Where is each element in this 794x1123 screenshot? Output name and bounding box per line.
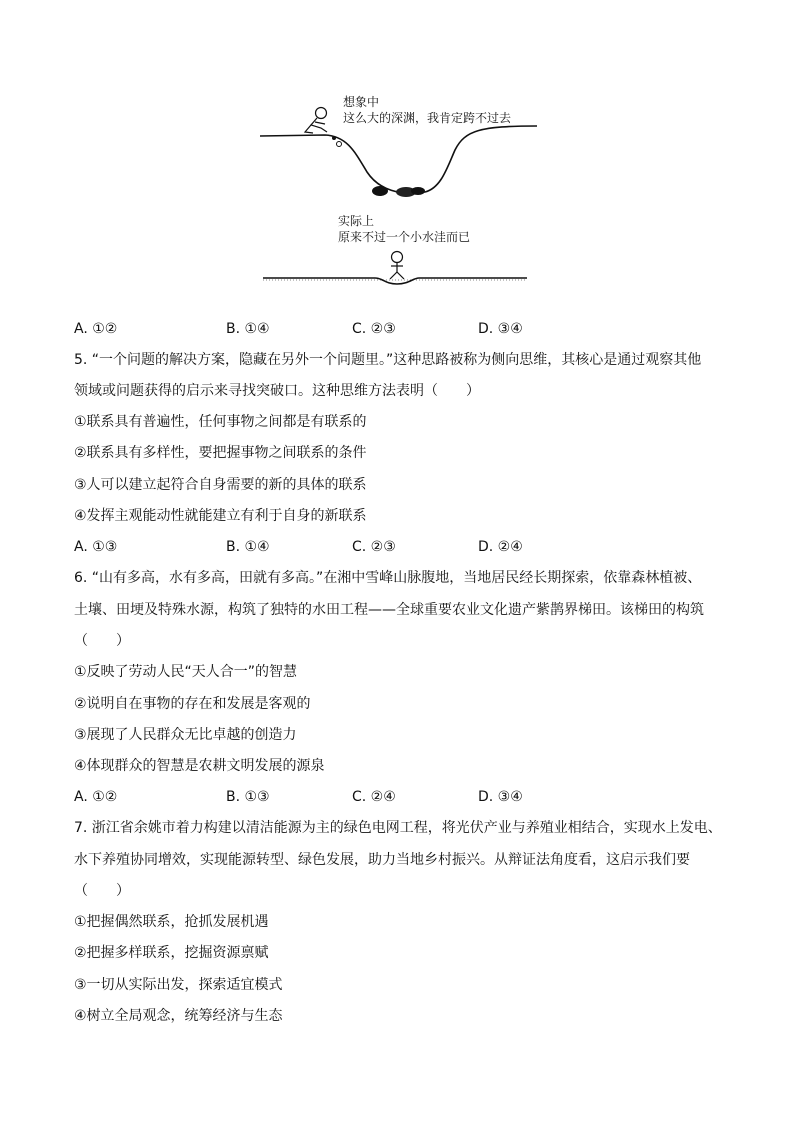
cartoon-figure (255, 92, 540, 297)
q4-options (74, 319, 734, 339)
caption-actual-line1: 实际上 (338, 214, 375, 228)
q5-stem-line1: 5. “一个问题的解决方案，隐藏在另外一个问题里。”这种思路被称为侧向思维，其核心是通过观察其他 (74, 352, 702, 368)
q6-item-3: ③展现了人民群众无比卓越的创造力 (74, 727, 297, 743)
q6-item-1: ①反映了劳动人民“天人合一”的智慧 (74, 664, 298, 680)
rock-shape (411, 187, 425, 195)
q4-option-d[interactable]: D. ③④ (478, 321, 523, 337)
q6-stem-line3: （ ） (74, 633, 130, 649)
q6-options (74, 787, 734, 807)
q7-item-4: ④树立全局观念，统筹经济与生态 (74, 1008, 283, 1024)
gorge-line (260, 126, 537, 193)
q4-option-a[interactable]: A. ①② (74, 321, 118, 337)
rock-shape (372, 186, 388, 196)
q5-option-a[interactable]: A. ①③ (74, 539, 118, 555)
q7-stem-line1: 7. 浙江省余姚市着力构建以清洁能源为主的绿色电网工程，将光伏产业与养殖业相结合，实现水上发电、 (74, 820, 722, 836)
caption-imagined-line2: 这么大的深渊，我肯定跨不过去 (343, 111, 512, 125)
q5-option-c[interactable]: C. ②③ (352, 539, 396, 555)
q7-item-3: ③一切从实际出发，探索适宜模式 (74, 977, 283, 993)
q7-item-1: ①把握偶然联系，抢抓发展机遇 (74, 914, 269, 930)
pebble-shape (332, 136, 336, 140)
q6-item-2: ②说明自在事物的存在和发展是客观的 (74, 696, 311, 712)
caption-imagined-line1: 想象中 (343, 95, 380, 109)
q5-item-1: ①联系具有普遍性，任何事物之间都是有联系的 (74, 414, 367, 430)
q4-option-b[interactable]: B. ①④ (226, 321, 270, 337)
q5-options (74, 537, 734, 557)
q6-stem-line2: 土壤、田埂及特殊水源，构筑了独特的水田工程——全球重要农业文化遗产紫鹊界梯田。该梯田的构筑 (74, 602, 704, 618)
q6-option-b[interactable]: B. ①③ (226, 789, 270, 805)
q5-option-d[interactable]: D. ②④ (478, 539, 523, 555)
q5-option-b[interactable]: B. ①④ (226, 539, 270, 555)
q5-item-4: ④发挥主观能动性就能建立有利于自身的新联系 (74, 508, 367, 524)
q5-item-2: ②联系具有多样性，要把握事物之间联系的条件 (74, 445, 367, 461)
q6-option-a[interactable]: A. ①② (74, 789, 118, 805)
q5-stem-line2: 领域或问题获得的启示来寻找突破口。这种思维方法表明（ ） (74, 383, 480, 399)
q7-item-2: ②把握多样联系，挖掘资源禀赋 (74, 945, 269, 961)
q7-stem-line3: （ ） (74, 883, 130, 899)
q6-stem-line1: 6. “山有多高，水有多高，田就有多高。”在湘中雪峰山脉腹地，当地居民经长期探索，依靠森林植被、 (74, 570, 702, 586)
caption-actual (338, 213, 470, 245)
q6-option-d[interactable]: D. ③④ (478, 789, 523, 805)
q6-option-c[interactable]: C. ②④ (352, 789, 396, 805)
caption-actual-line2: 原来不过一个小水洼而已 (338, 230, 471, 244)
person-top-figure (305, 108, 327, 134)
puddle-line (263, 278, 527, 284)
caption-imagined (343, 94, 511, 126)
q6-item-4: ④体现群众的智慧是农耕文明发展的源泉 (74, 758, 325, 774)
q5-item-3: ③人可以建立起符合自身需要的新的具体的联系 (74, 477, 367, 493)
person-bottom-figure (390, 252, 404, 280)
q4-option-c[interactable]: C. ②③ (352, 321, 396, 337)
q7-stem-line2: 水下养殖协同增效，实现能源转型、绿色发展，助力当地乡村振兴。从辩证法角度看，这启示我们要 (74, 852, 690, 868)
pebble-shape (337, 142, 342, 147)
